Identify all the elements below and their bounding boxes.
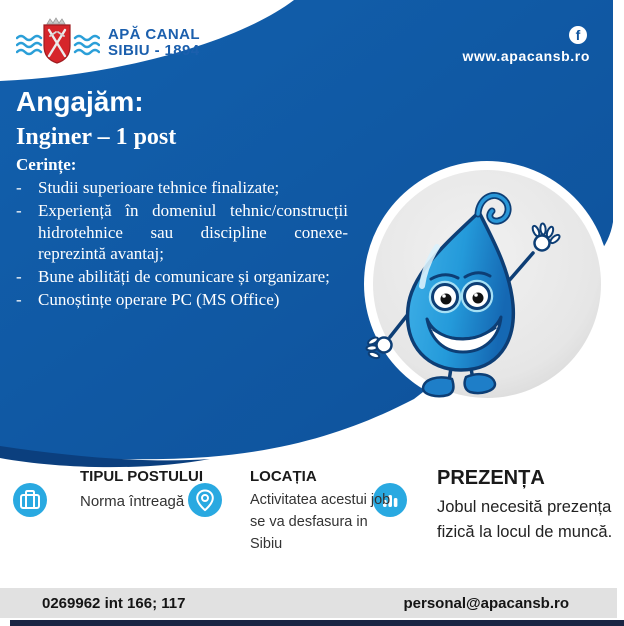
bullet-dash: - [16, 267, 22, 286]
job-type-title: TIPUL POSTULUI [80, 468, 204, 485]
requirement-text: Bune abilități de comunicare și organizare; [38, 267, 330, 286]
requirement-item [16, 289, 348, 311]
website-link[interactable]: www.apacansb.ro [462, 48, 590, 64]
requirements-label: Cerințe: [16, 155, 77, 174]
presence-value: Jobul necesită prezența fizică la locul de muncă. [437, 498, 613, 541]
location-title: LOCAȚIA [250, 468, 317, 485]
requirement-item [16, 266, 348, 288]
requirements-list [16, 177, 348, 312]
requirement-text: Experiență în domeniul tehnic/construcții hidrotehnice sau discipline conexe- reprezintă avantaj; [38, 200, 348, 264]
company-name [108, 27, 200, 60]
presence-title: PREZENȚA [437, 467, 545, 489]
briefcase-icon [13, 483, 47, 517]
facebook-icon[interactable]: f [569, 26, 587, 44]
requirement-text: Cunoștințe operare PC (MS Office) [38, 289, 280, 309]
job-position: Inginer – 1 post [16, 124, 177, 150]
requirement-text: Studii superioare tehnice finalizate; [38, 178, 280, 197]
page-title: Angajăm: [16, 86, 144, 117]
footer-bar [0, 588, 617, 618]
location-value: Activitatea acestui job se va desfasura in Sibiu [250, 492, 391, 552]
coat-of-arms-icon [16, 16, 100, 70]
bullet-dash: - [16, 200, 22, 220]
bullet-dash: - [16, 289, 22, 309]
requirement-item [16, 177, 348, 199]
location-pin-icon [188, 483, 222, 517]
bullet-dash: - [16, 178, 22, 197]
job-type-value: Norma întreagă [80, 493, 185, 510]
bottom-accent-line [10, 620, 624, 626]
logo-line2: SIBIU - 1894 [108, 42, 200, 59]
logo-line1: APĂ CANAL [108, 25, 200, 43]
requirement-item [16, 200, 348, 265]
phone-number: 0269962 int 166; 117 [42, 594, 186, 612]
email-address[interactable]: personal@apacansb.ro [403, 594, 569, 612]
company-logo [16, 16, 200, 70]
